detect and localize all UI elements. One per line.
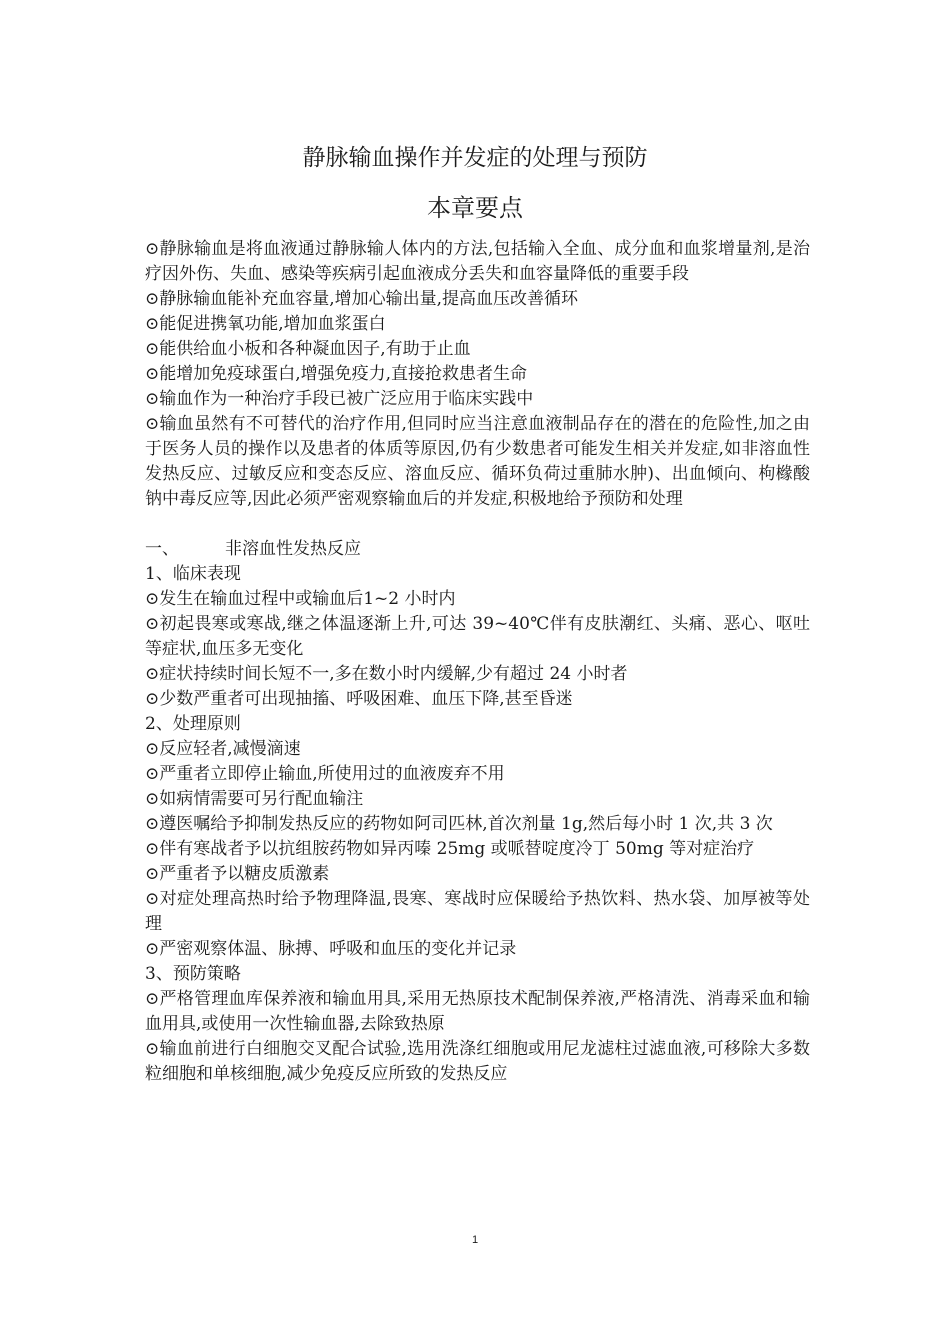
list-item: ⊙严密观察体温、脉搏、呼吸和血压的变化并记录	[145, 939, 517, 959]
intro-paragraph: ⊙静脉输血能补充血容量,增加心输出量,提高血压改善循环	[145, 289, 579, 309]
paragraph-gap	[145, 512, 810, 537]
intro-paragraph: ⊙能增加免疫球蛋白,增强免疫力,直接抢救患者生命	[145, 364, 528, 384]
intro-paragraph: ⊙能供给血小板和各种凝血因子,有助于止血	[145, 339, 471, 359]
prevention-subsection	[145, 962, 810, 1087]
section-number: 一、	[145, 539, 179, 559]
treatment-subsection	[145, 712, 810, 962]
list-item: ⊙输血前进行白细胞交叉配合试验,选用洗涤红细胞或用尼龙滤柱过滤血液,可移除大多数粒细胞和单核细胞,减少免疫反应所致的发热反应	[145, 1039, 810, 1084]
list-item: ⊙初起畏寒或寒战,继之体温逐渐上升,可达 39~40℃伴有皮肤潮红、头痛、恶心、呕吐等症状,血压多无变化	[145, 614, 810, 659]
subsection-heading: 3、预防策略	[145, 964, 241, 984]
list-item: ⊙严格管理血库保养液和输血用具,采用无热原技术配制保养液,严格清洗、消毒采血和输血用具,或使用一次性输血器,去除致热原	[145, 989, 810, 1034]
list-item: ⊙严重者立即停止输血,所使用过的血液废弃不用	[145, 764, 505, 784]
clinical-subsection	[145, 562, 810, 712]
list-item: ⊙伴有寒战者予以抗组胺药物如异丙嗪 25mg 或哌替啶度冷丁 50mg 等对症治疗	[145, 839, 755, 859]
list-item: ⊙少数严重者可出现抽搐、呼吸困难、血压下降,甚至昏迷	[145, 689, 573, 709]
section-title: 非溶血性发热反应	[225, 539, 361, 559]
list-item: ⊙遵医嘱给予抑制发热反应的药物如阿司匹林,首次剂量 1g,然后每小时 1 次,共 3 次	[145, 814, 773, 834]
chapter-subtitle: 本章要点	[427, 194, 523, 222]
section-heading	[145, 537, 810, 562]
intro-paragraph: ⊙输血虽然有不可替代的治疗作用,但同时应当注意血液制品存在的潜在的危险性,加之由于医务人员的操作以及患者的体质等原因,仍有少数患者可能发生相关并发症,如非溶血性发热反应、过敏反应和变态反应、溶血反应、循环负荷过重肺水肿)、出血倾向、枸橼酸钠中毒反应等,因此必须严密观察输血后的并发症,积极地给予预防和处理	[145, 414, 810, 509]
list-item: ⊙如病情需要可另行配血输注	[145, 789, 364, 809]
list-item: ⊙发生在输血过程中或输血后1~2 小时内	[145, 589, 456, 609]
list-item: ⊙严重者予以糖皮质激素	[145, 864, 330, 884]
list-item: ⊙症状持续时间长短不一,多在数小时内缓解,少有超过 24 小时者	[145, 664, 628, 684]
intro-paragraph: ⊙静脉输血是将血液通过静脉输人体内的方法,包括输入全血、成分血和血浆增量剂,是治疗因外伤、失血、感染等疾病引起血液成分丢失和血容量降低的重要手段	[145, 239, 810, 284]
document-body	[145, 237, 810, 1087]
intro-paragraph: ⊙输血作为一种治疗手段已被广泛应用于临床实践中	[145, 389, 534, 409]
list-item: ⊙反应轻者,减慢滴速	[145, 739, 301, 759]
intro-section	[145, 237, 810, 512]
subsection-heading: 1、临床表现	[145, 564, 241, 584]
page-number: 1	[471, 1234, 479, 1246]
intro-paragraph: ⊙能促进携氧功能,增加血浆蛋白	[145, 314, 386, 334]
subsection-heading: 2、处理原则	[145, 714, 241, 734]
document-title: 静脉输血操作并发症的处理与预防	[302, 145, 648, 171]
list-item: ⊙对症处理高热时给予物理降温,畏寒、寒战时应保暖给予热饮料、热水袋、加厚被等处理	[145, 889, 810, 934]
